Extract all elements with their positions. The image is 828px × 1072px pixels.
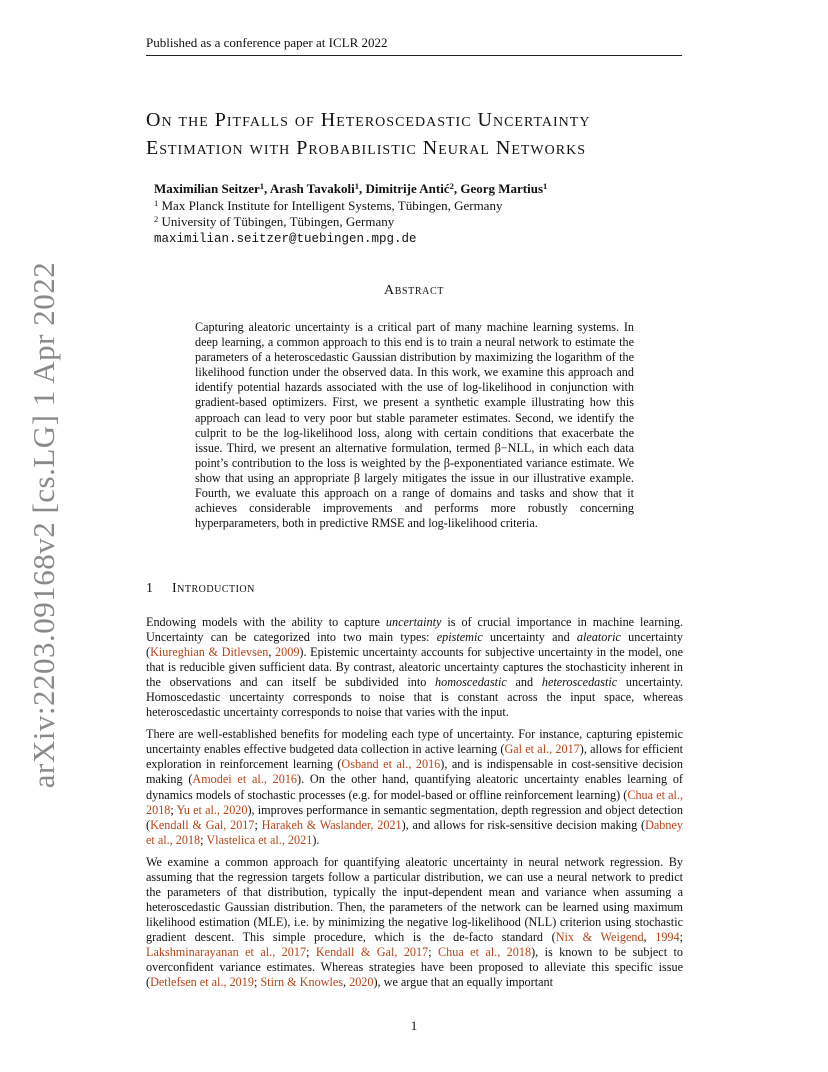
citation-link[interactable]: Kendall & Gal, 2017 xyxy=(315,944,429,959)
author-name: Arash Tavakoli xyxy=(269,181,355,196)
author-block xyxy=(154,181,694,247)
author-name: Georg Martius xyxy=(460,181,544,196)
abstract-heading: Abstract xyxy=(384,283,444,298)
citation-link[interactable]: 2020 xyxy=(349,975,374,990)
citation-link[interactable]: Kendall & Gal, 2017 xyxy=(150,817,255,832)
author-names: Maximilian Seitzer$^1$, Arash Tavakoli$^1$, Dimitrije Antić$^2$, Georg Martius$^1$ xyxy=(154,181,548,196)
title-line-1: On the Pitfalls of Heteroscedastic Uncertainty xyxy=(146,109,591,131)
paragraph-2: There are well-established benefits for modeling each type of uncertainty. For instance, capturing epistemic uncertainty enables effective budgeted data collection in active learning (Gal et al., 2017), allows for efficient exploration in reinforcement learning (Osband et al., 2016), and is indispensable in cost-sensitive decision making (Amodei et al., 2016). On the other hand, quantifying aleatoric uncertainty enables learning of dynamics models of stochastic processes (e.g. for model-based or offline reinforcement learning) (Chua et al., 2018; Yu et al., 2020), improves performance in semantic segmentation, depth regression and object detection (Kendall & Gal, 2017; Harakeh & Waslander, 2021), and allows for risk-sensitive decision making (Dabney et al., 2018; Vlastelica et al., 2021). xyxy=(146,727,684,847)
author-name: Maximilian Seitzer xyxy=(154,181,260,196)
author-affiliation-mark: 1 xyxy=(354,181,359,191)
citation-link[interactable]: Chua et al., 2018 xyxy=(146,787,683,817)
citation-link[interactable]: Kiureghian & Ditlevsen xyxy=(150,645,269,660)
author-affiliation-mark: 1 xyxy=(543,181,548,191)
arxiv-identifier: arXiv:2203.09168v2 [cs.LG] 1 Apr 2022 xyxy=(26,261,61,789)
citation-link[interactable]: Chua et al., 2018 xyxy=(438,944,532,959)
author-email[interactable]: maximilian.seitzer@tuebingen.mpg.de xyxy=(154,231,417,246)
section-number: 1 xyxy=(146,581,154,596)
citation-link[interactable]: Vlastelica et al., 2021 xyxy=(206,832,313,847)
citation-link[interactable]: 1994 xyxy=(655,929,680,944)
author-affiliation-mark: 2 xyxy=(449,181,454,191)
citation-link[interactable]: Gal et al., 2017 xyxy=(504,742,580,757)
abstract-text: Capturing aleatoric uncertainty is a critical part of many machine learning systems. In deep learning, a common approach to this end is to train a neural network to estimate the parameters of a heteroscedastic Gaussian distribution by maximizing the logarithm of the likelihood function under the observed data. In this work, we examine this approach and identify potential hazards associated with the use of log-likelihood in conjunction with gradient-based optimizers. First, we present a synthetic example illustrating how this approach can lead to very poor but stable parameter estimates. Second, we identify the culprit to be the log-likelihood loss, along with certain conditions that exacerbate the issue. Third, we present an alternative formulation, termed β−NLL, in which each data point’s contribution to the loss is weighted by the β-exponentiated variance estimate. We show that using an appropriate β largely mitigates the issue in our illustrative example. Fourth, we evaluate this approach on a range of domains and tasks and show that it achieves considerable improvements and performs more robustly concerning hyperparameters, both in predictive RMSE and log-likelihood criteria. xyxy=(195,320,634,531)
introduction-body xyxy=(146,615,683,997)
citation-link[interactable]: Nix & Weigend xyxy=(555,929,644,944)
citation-link[interactable]: Yu et al., 2020 xyxy=(176,802,248,817)
citation-link[interactable]: 2009 xyxy=(275,645,300,660)
citation-link[interactable]: Detlefsen et al., 2019 xyxy=(150,975,254,990)
author-name: Dimitrije Antić xyxy=(365,181,450,196)
citation-link[interactable]: Harakeh & Waslander, 2021 xyxy=(261,817,402,832)
running-header: Published as a conference paper at ICLR 2022 xyxy=(146,35,682,56)
title-line-2: Estimation with Probabilistic Neural Networks xyxy=(146,137,586,159)
affiliation-2: $^2$ University of Tübingen, Tübingen, Germany xyxy=(154,214,395,229)
citation-link[interactable]: Osband et al., 2016 xyxy=(341,757,441,772)
citation-link[interactable]: Dabney et al., 2018 xyxy=(146,817,683,847)
page-number: 1 xyxy=(410,1018,418,1033)
section-heading xyxy=(146,581,255,597)
author-affiliation-mark: 1 xyxy=(259,181,265,191)
citation-link[interactable]: Lakshminarayanan et al., 2017 xyxy=(146,944,307,959)
affiliation-1: $^1$ Max Planck Institute for Intelligent Systems, Tübingen, Germany xyxy=(154,197,503,213)
citation-link[interactable]: Stirn & Knowles xyxy=(260,975,344,990)
paper-title xyxy=(146,106,706,162)
paragraph-1: Endowing models with the ability to capture uncertainty is of crucial importance in machine learning. Uncertainty can be categorized into two main types: epistemic uncertainty and aleatoric uncertainty (Kiureghian & Ditlevsen, 2009). Epistemic uncertainty accounts for subjective uncertainty in the model, one that is reducible given sufficient data. By contrast, aleatoric uncertainty captures the stochasticity inherent in the observations and can itself be subdivided into homoscedastic and heteroscedastic uncertainty. Homoscedastic uncertainty corresponds to noise that is constant across the input space, whereas heteroscedastic uncertainty corresponds to noise that varies with the input. xyxy=(146,615,683,720)
paragraph-3: We examine a common approach for quantifying aleatoric uncertainty in neural network regression. By assuming that the regression targets follow a particular distribution, we can use a neural network to predict the parameters of that distribution, typically the input-dependent mean and variance when assuming a heteroscedastic Gaussian distribution. Then, the parameters of the network can be learned using maximum likelihood estimation (MLE), i.e. by minimizing the negative log-likelihood (NLL) criterion using stochastic gradient descent. This simple procedure, which is the de-facto standard (Nix & Weigend, 1994; Lakshminarayanan et al., 2017; Kendall & Gal, 2017; Chua et al., 2018), is known to be subject to overconfident variance estimates. Whereas strategies have been proposed to alleviate this specific issue (Detlefsen et al., 2019; Stirn & Knowles, 2020), we argue that an equally important xyxy=(146,854,683,990)
section-title: Introduction xyxy=(172,581,255,596)
citation-link[interactable]: Amodei et al., 2016 xyxy=(192,772,298,787)
